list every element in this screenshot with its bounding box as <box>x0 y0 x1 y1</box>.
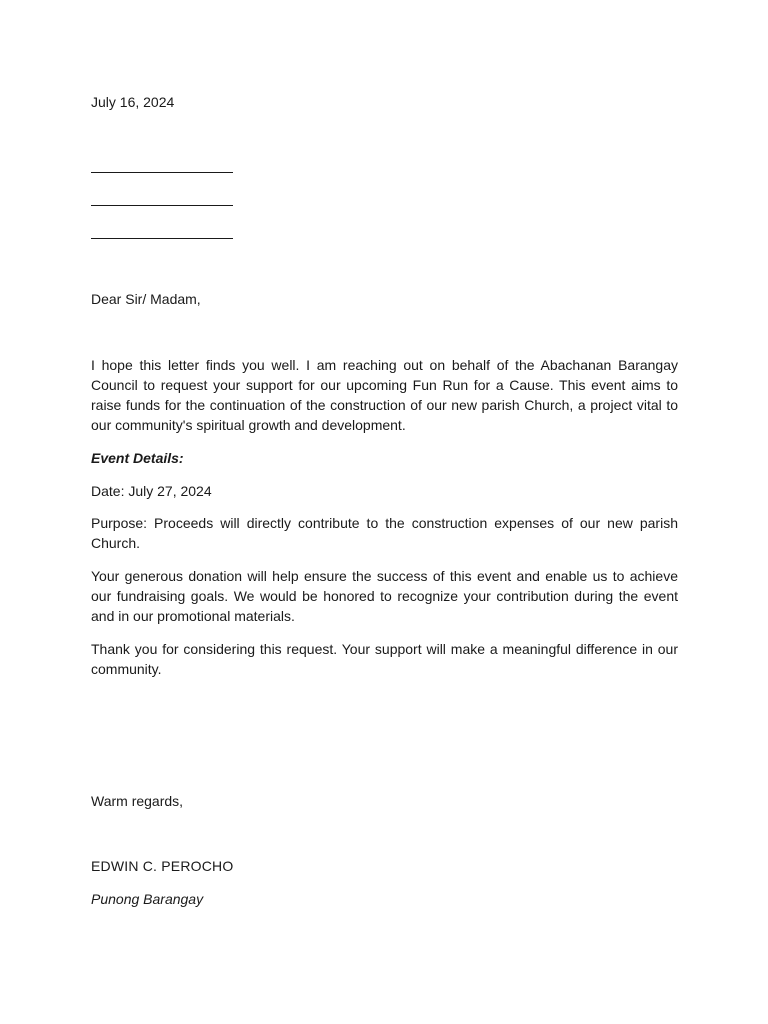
recipient-line-1 <box>91 172 233 173</box>
letter-page <box>91 0 678 1024</box>
donation-paragraph: Your generous donation will help ensure the success of this event and enable us to achieve our fundraising goals. We would be honored to recognize your contribution during the event and in our promotional materials. <box>91 568 678 624</box>
recipient-line-3 <box>91 238 233 239</box>
salutation: Dear Sir/ Madam, <box>91 291 201 307</box>
event-details-heading: Event Details: <box>91 450 184 466</box>
signatory-name: EDWIN C. PEROCHO <box>91 858 234 874</box>
intro-paragraph: I hope this letter finds you well. I am reaching out on behalf of the Abachanan Barangay Council to request your support for our upcoming Fun Run for a Cause. This event aims to raise funds for the continuation of the construction of our new parish Church, a project vital to our community's spiritual growth and development. <box>91 357 678 433</box>
event-purpose: Purpose: Proceeds will directly contribute to the construction expenses of our new parish Church. <box>91 515 678 551</box>
event-date: Date: July 27, 2024 <box>91 483 212 499</box>
thanks-paragraph: Thank you for considering this request. Your support will make a meaningful difference in our community. <box>91 641 678 677</box>
letter-date: July 16, 2024 <box>91 94 175 110</box>
closing: Warm regards, <box>91 793 184 809</box>
signatory-title: Punong Barangay <box>91 891 204 907</box>
recipient-line-2 <box>91 205 233 206</box>
